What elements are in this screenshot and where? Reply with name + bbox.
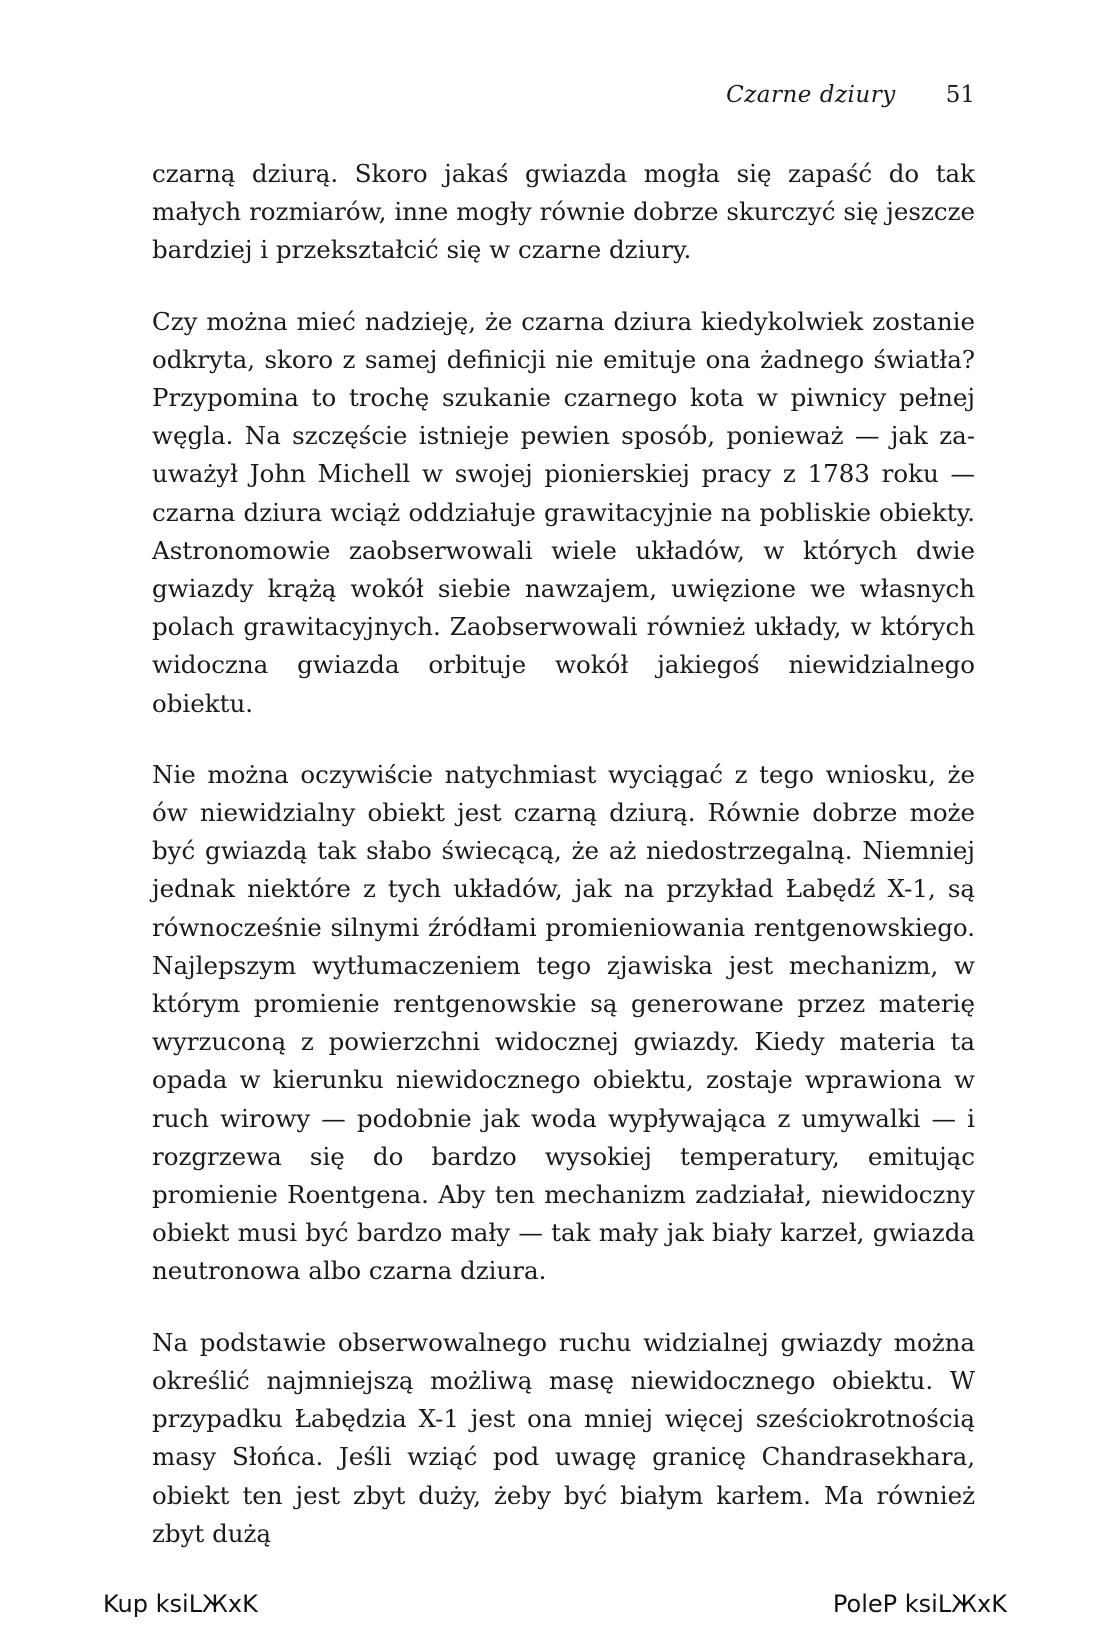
page-number: 51 (945, 82, 975, 108)
paragraph: Na podstawie obserwowalnego ruchu widzialnej gwiazdy można określić najmniejszą możliwą masę niewidocznego obiektu. W przypadku Łabędzia X-1 jest ona mniej więcej sześciokrotnością masy Słońca. Jeśli wziąć pod uwagę granicę Chandrasekhara, obiekt ten jest zbyt duży, żeby być białym karłem. Ma również zbyt dużą (152, 1327, 975, 1548)
recommend-book-link[interactable]: PoleP ksiLЖxK (832, 1590, 1007, 1618)
paragraph: Nie można oczywiście natychmiast wyciągać z tego wniosku, że ów niewidzialny obiekt jest czarną dziurą. Równie dobrze może być gwiazdą tak słabo świecącą, że aż niedostrzegalną. Niemniej jednak niektóre z tych układów, jak na przykład Łabędź X-1, są równocześnie silnymi źródłami promieniowania rentgenowskiego. Najlepszym wytłumaczeniem tego zjawiska jest mechanizm, w którym promienie rentgenowskie są generowane przez materię wyrzuconą z powierzchni widocznej gwiazdy. Kiedy materia ta opada w kierunku niewidocznego obiektu, zostaje wprawiona w ruch wirowy — podobnie jak woda wypływająca z umywalki — i rozgrzewa się do bardzo wysokiej temperatury, emitując promienie Roentgena. Aby ten mechanizm zadziałał, niewidoczny obiekt musi być bardzo mały — tak mały jak biały karzeł, gwiazda neutronowa albo czarna dziura. (152, 759, 975, 1286)
paragraph: Czy można mieć nadzieję, że czarna dziura kiedykolwiek zostanie odkryta, skoro z samej definicji nie emituje ona żadnego światła? Przypomina to trochę szukanie czarnego kota w piwnicy pełnej węgla. Na szczęście istnieje pewien sposób, ponieważ — jak zauważył John Michell w swojej pionierskiej pracy z 1783 roku — czarna dziura wciąż oddziałuje grawitacyjnie na pobliskie obiekty. Astronomowie zaobserwowali wiele układów, w których dwie gwiazdy krążą wokół siebie nawzajem, uwięzione we własnych polach grawitacyjnych. Zaobserwowali również układy, w których widoczna gwiazda orbituje wokół jakiegoś niewidzialnego obiektu. (152, 306, 975, 718)
body-text (152, 155, 975, 1586)
running-title: Czarne dziury (726, 82, 896, 108)
buy-book-link[interactable]: Kup ksiLЖxK (103, 1590, 258, 1618)
paragraph: czarną dziurą. Skoro jakaś gwiazda mogła się zapaść do tak małych rozmiarów, inne mogły równie dobrze skurczyć się jeszcze bardziej i przekształcić się w czarne dziury. (152, 159, 975, 265)
running-head (726, 82, 975, 108)
